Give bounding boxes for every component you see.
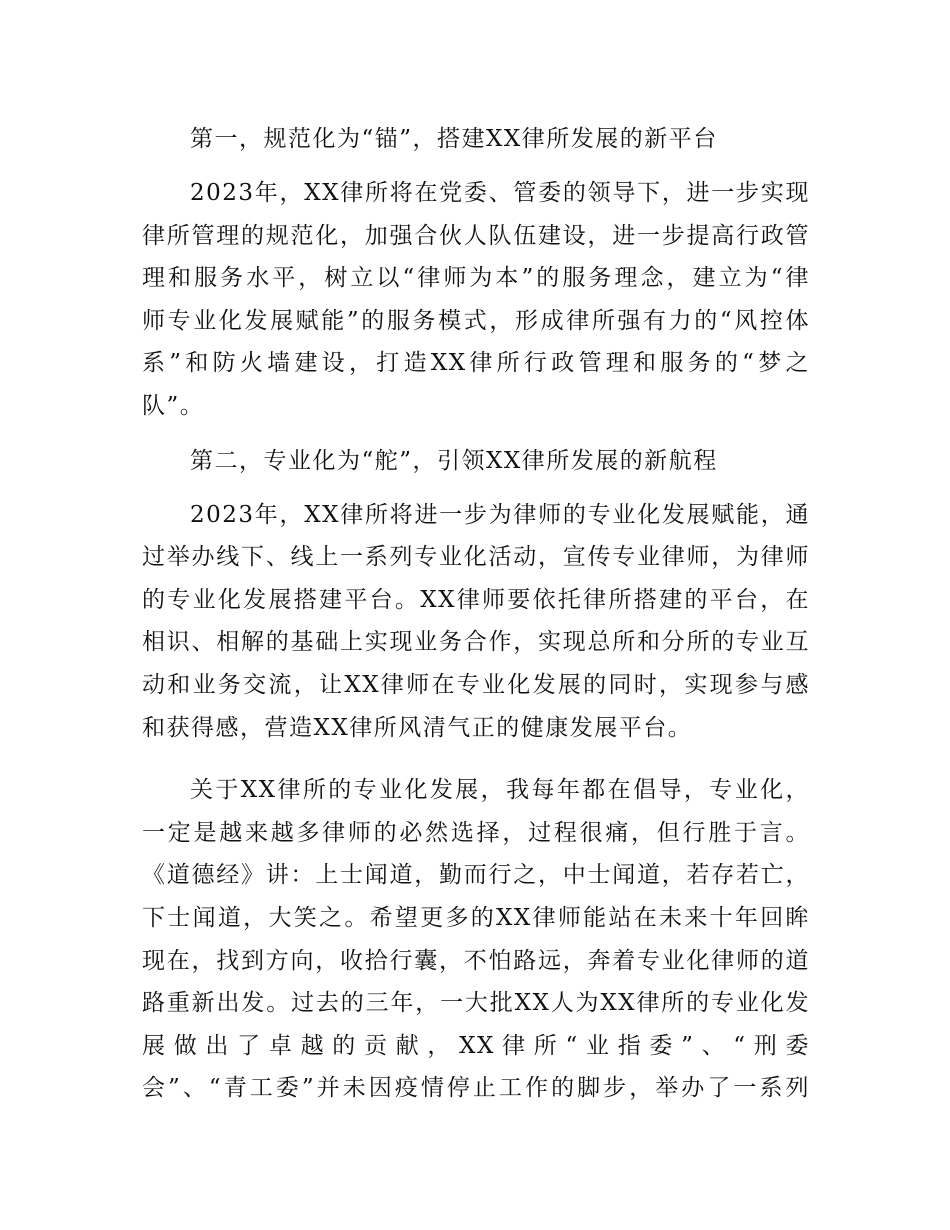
paragraph-line: 律所管理的规范化，加强合伙人队伍建设，进一步提高行政管 [142, 222, 810, 249]
paragraph-line: 关于XX律所的专业化发展，我每年都在倡导，专业化， [190, 777, 810, 804]
paragraph-line: 下士闻道，大笑之。希望更多的XX律师能站在未来十年回眸 [142, 904, 810, 931]
paragraph-line: 现在，找到方向，收拾行囊，不怕路远，奔着专业化律师的道 [142, 947, 810, 974]
paragraph-line: 会”、“青工委”并未因疫情停止工作的脚步，举办了一系列 [142, 1075, 810, 1102]
paragraph-2 [142, 494, 810, 750]
paragraph-line: 一定是越来越多律师的必然选择，过程很痛，但行胜于言。 [142, 819, 810, 846]
paragraph-line: 2023年，XX律所将在党委、管委的领导下，进一步实现 [190, 180, 810, 206]
paragraph-line: 相识、相解的基础上实现业务合作，实现总所和分所的专业互 [142, 629, 810, 656]
paragraph-line: 过举办线下、线上一系列专业化活动，宣传专业律师，为律师 [142, 544, 810, 571]
paragraph-1 [142, 172, 810, 428]
paragraph-line: 队”。 [142, 392, 205, 419]
paragraph-line: 师专业化发展赋能”的服务模式，形成律所强有力的“风控体 [142, 307, 810, 334]
paragraph-line: 展做出了卓越的贡献，XX律所“业指委”、“刑委 [142, 1032, 810, 1059]
paragraph-line: 动和业务交流，让XX律师在专业化发展的同时，实现参与感 [142, 671, 810, 698]
paragraph-line: 路重新出发。过去的三年，一大批XX人为XX律所的专业化发 [142, 990, 810, 1017]
paragraph-line: 和获得感，营造XX律所风清气正的健康发展平台。 [142, 714, 693, 741]
paragraph-3 [142, 769, 810, 1110]
paragraph-line: 的专业化发展搭建平台。XX律师要依托律所搭建的平台，在 [142, 586, 810, 613]
paragraph-line: 理和服务水平，树立以“律师为本”的服务理念，建立为“律 [142, 265, 810, 292]
section-heading-2: 第二，专业化为“舵”，引领XX律所发展的新航程 [190, 447, 718, 474]
section-heading-1: 第一，规范化为“锚”，搭建XX律所发展的新平台 [190, 126, 718, 152]
document-body [142, 118, 810, 1110]
paragraph-line: 系”和防火墙建设，打造XX律所行政管理和服务的“梦之 [142, 350, 810, 377]
paragraph-line: 《道德经》讲：上士闻道，勤而行之，中士闻道，若存若亡， [142, 862, 810, 889]
paragraph-line: 2023年，XX律所将进一步为律师的专业化发展赋能，通 [190, 501, 810, 528]
